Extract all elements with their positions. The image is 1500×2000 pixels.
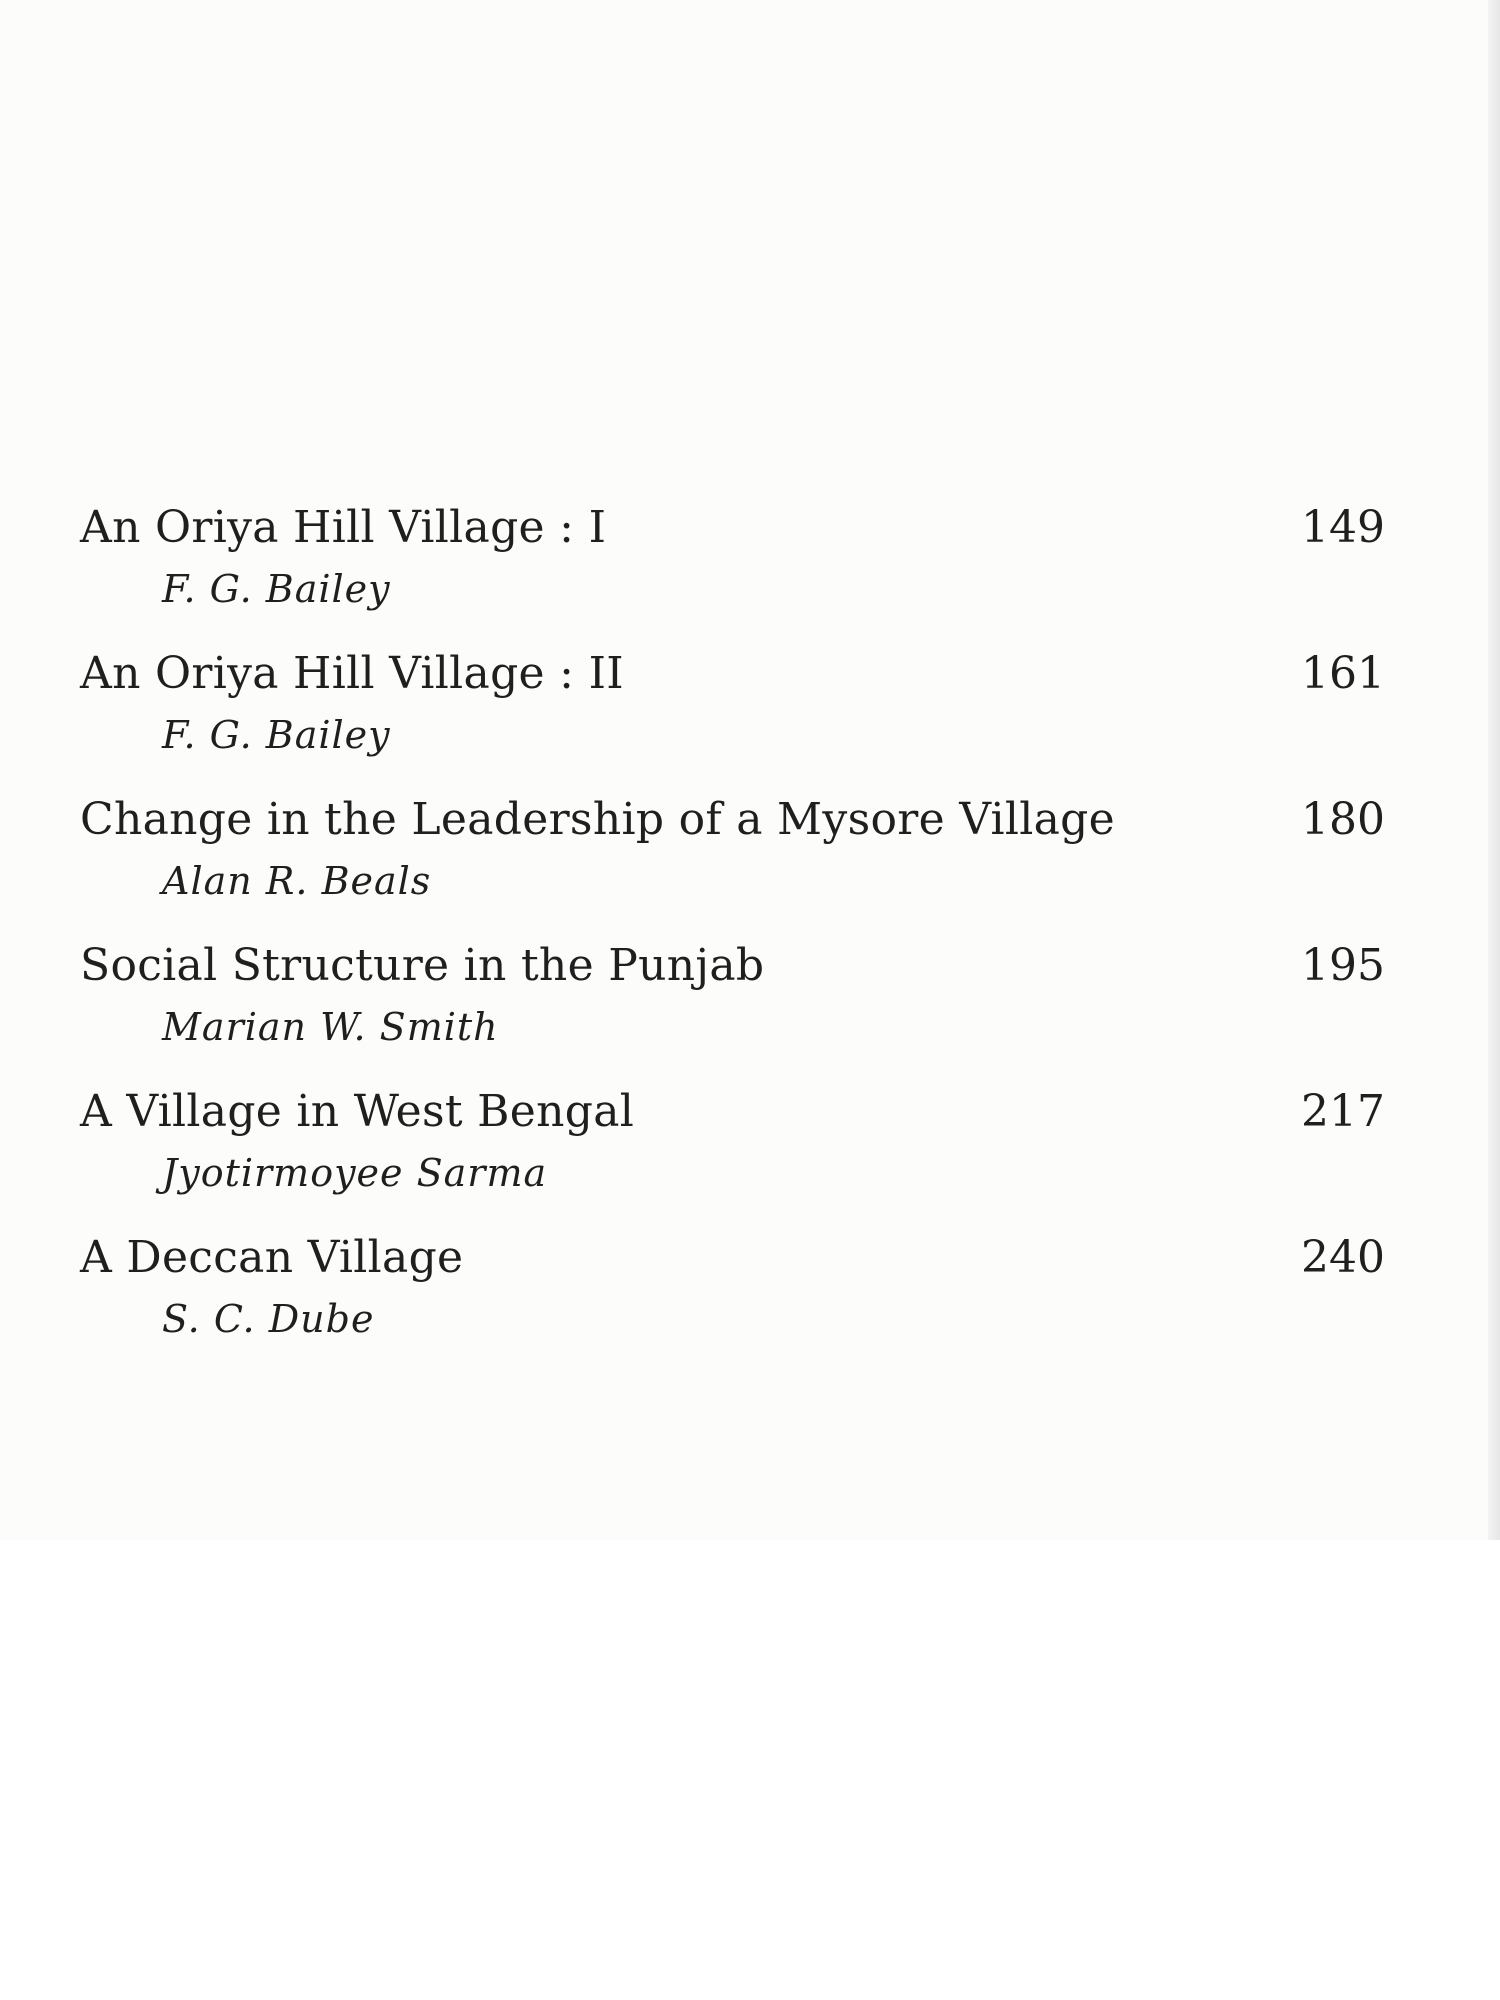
toc-entry	[80, 1230, 1385, 1376]
entry-page-number: 217	[1301, 1086, 1385, 1137]
toc-entry	[80, 500, 1385, 646]
entry-page-number: 195	[1301, 940, 1385, 991]
entry-page-number: 240	[1301, 1232, 1385, 1283]
page-edge-shadow	[1488, 0, 1500, 1540]
entry-title: An Oriya Hill Village : II	[80, 648, 624, 699]
entry-title: A Village in West Bengal	[80, 1086, 635, 1137]
entry-title: Social Structure in the Punjab	[80, 940, 765, 991]
entry-page-number: 180	[1301, 794, 1385, 845]
toc-entry	[80, 1084, 1385, 1230]
entry-page-number: 149	[1301, 502, 1385, 553]
entry-title: An Oriya Hill Village : I	[80, 502, 607, 553]
entry-author: F. G. Bailey	[162, 567, 391, 611]
toc-entry	[80, 938, 1385, 1084]
toc-entry	[80, 792, 1385, 938]
entry-title: A Deccan Village	[80, 1232, 464, 1283]
toc-entry	[80, 646, 1385, 792]
entry-title: Change in the Leadership of a Mysore Village	[80, 794, 1115, 845]
entry-author: Jyotirmoyee Sarma	[162, 1151, 548, 1195]
entry-author: S. C. Dube	[162, 1297, 375, 1341]
entry-author: Alan R. Beals	[162, 859, 432, 903]
entry-page-number: 161	[1301, 648, 1385, 699]
table-of-contents	[80, 500, 1385, 1376]
entry-author: F. G. Bailey	[162, 713, 391, 757]
entry-author: Marian W. Smith	[162, 1005, 499, 1049]
